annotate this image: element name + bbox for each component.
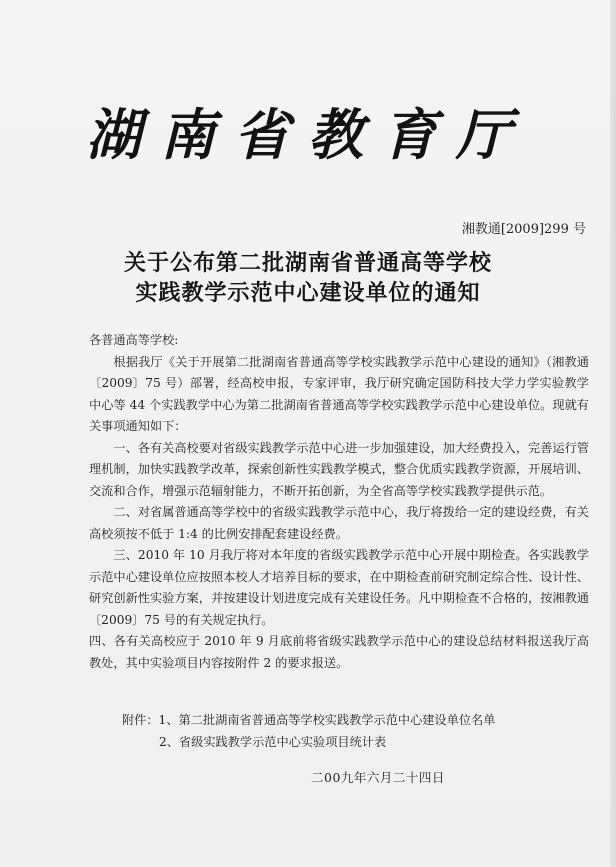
attachment-item-2: 2、省级实践教学示范中心实验项目统计表 — [159, 735, 387, 749]
body-paragraph-item-1: 一、各有关高校要对省级实践教学示范中心进一步加强建设，加大经费投入，完善运行管理机制，加快实践教学改革，探索创新性实践教学模式，整合优质实践教学资源，开展培训、交流和合作，增强示范辐射能力，不断开拓创新，为全省高等学校实践教学提供示范。 — [89, 440, 589, 498]
salutation: 各普通高等学校: — [89, 333, 179, 347]
document-number: 湘教通[2009]299 号 — [461, 222, 586, 237]
body-paragraph-intro: 根据我厅《关于开展第二批湖南省普通高等学校实践教学示范中心建设的通知》（湘教通〔2009〕75 号）部署，经高校申报，专家评审，我厅研究确定国防科技大学力学实验教学中心等 44 个实践教学中心为第二批湖南省普通高等学校实践教学示范中心建设单位。现就有关事项通知如下： — [89, 354, 589, 433]
issue-date: 二00九年六月二十四日 — [311, 770, 445, 785]
issuing-authority-header: 湖南省教育厅 — [85, 102, 530, 167]
notice-title-line-1: 关于公布第二批湖南省普通高等学校 — [123, 250, 492, 276]
body-paragraph-item-3: 三、2010 年 10 月我厅将对本年度的省级实践教学示范中心开展中期检查。各实践教学示范中心建设单位应按照本校人才培养目标的要求，在中期检查前研究制定综合性、设计性、研究创新性实验方案，并按建设计划进度完成有关建设任务。凡中期检查不合格的，按湘教通〔2009〕75 号的有关规定执行。 — [89, 548, 589, 627]
notice-body — [89, 330, 589, 674]
notice-title-line-2: 实践教学示范中心建设单位的通知 — [135, 280, 481, 306]
body-paragraph-item-4: 四、各有关高校应于 2010 年 9 月底前将省级实践教学示范中心的建设总结材料报送我厅高教处，其中实验项目内容按附件 2 的要求报送。 — [89, 634, 589, 670]
attachments-list — [122, 709, 495, 753]
attachment-item-1: 附件：1、第二批湖南省普通高等学校实践教学示范中心建设单位名单 — [122, 713, 496, 727]
body-paragraph-item-2: 二、对省属普通高等学校中的省级实践教学示范中心，我厅将拨给一定的建设经费，有关高校须按不低于 1:4 的比例安排配套建设经费。 — [89, 505, 589, 541]
